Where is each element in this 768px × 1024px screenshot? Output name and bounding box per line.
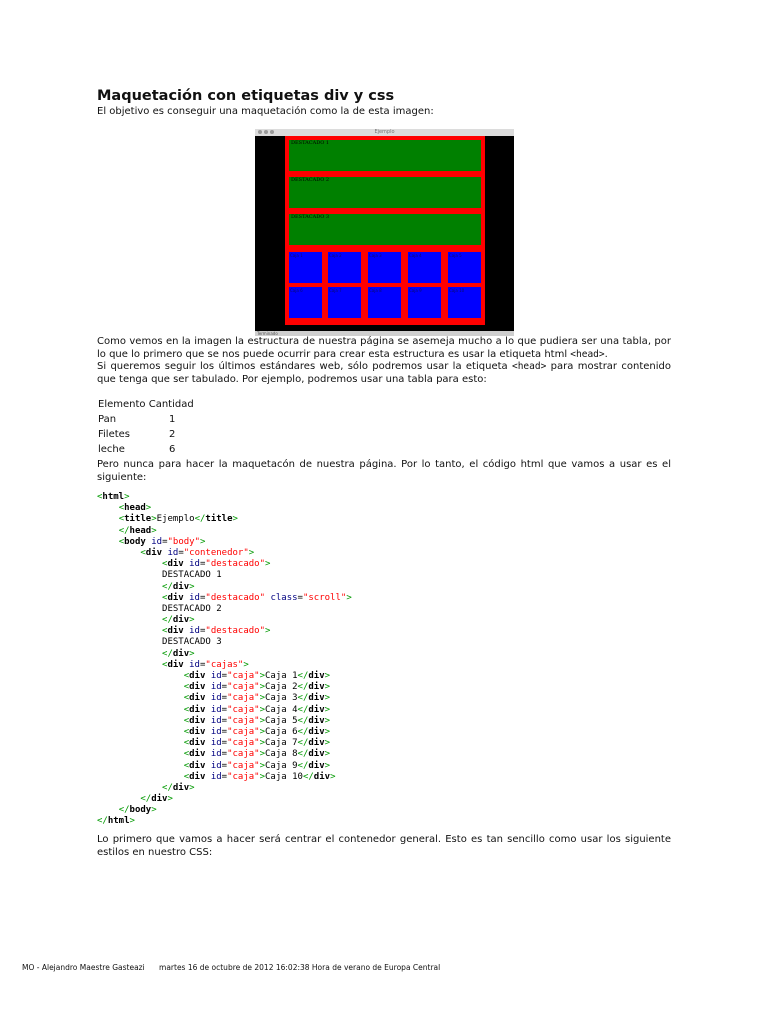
code-token: > [145,503,152,514]
code-token: "caja" [227,704,260,715]
code-token: > [189,615,195,626]
code-token: > [324,693,331,704]
code-token: > [259,682,266,693]
code-token: </ [194,514,206,525]
code-line [97,604,352,615]
code-token: div [189,693,206,704]
code-line [97,783,352,794]
screenshot-box-1: Caja 1 [289,252,322,283]
code-token: "caja" [227,738,260,749]
code-token: > [259,704,266,715]
code-token: Caja 5 [265,715,298,726]
code-token: div [308,704,325,715]
code-token [97,705,184,715]
code-token: id [151,536,163,547]
screenshot-box-6: Caja 6 [289,287,322,318]
code-line [97,772,352,783]
code-token: </ [297,704,309,715]
code-token: div [172,782,190,793]
table-row [98,427,194,442]
code-token: Caja 8 [265,749,298,760]
screenshot-titlebar [255,129,514,136]
code-token: "destacado" [205,559,266,570]
code-token: id [189,659,200,670]
quantity-table [98,397,194,457]
screenshot-box-7: Caja 7 [328,287,361,318]
code-token: = [221,760,228,771]
code-token: id [167,547,179,558]
screenshot-container [285,136,485,325]
code-token [97,526,119,536]
code-line [97,761,352,772]
code-token: > [324,704,331,715]
code-token: div [308,738,325,749]
code-token: < [183,738,190,749]
code-token [97,593,162,603]
code-token [97,548,140,558]
inline-code: <head> [511,361,547,372]
code-token: div [308,682,325,693]
code-token: > [259,671,266,681]
code-token: > [324,726,331,737]
code-token: > [259,726,266,737]
code-token [97,615,162,625]
code-token: id [210,738,222,749]
code-token: < [183,715,190,726]
inline-code: <head> [570,348,605,360]
code-token: </ [162,782,173,793]
code-token: = [221,738,228,749]
code-token: head [129,525,152,536]
code-token: div [313,771,331,782]
code-token: "cajas" [205,659,244,670]
code-token: </ [297,693,309,704]
code-token [97,772,184,782]
code-token: "scroll" [302,592,347,603]
code-token: div [167,559,184,570]
code-token: = [199,559,206,570]
code-line [97,559,352,570]
code-token [97,783,162,793]
code-token: id [210,760,222,771]
code-token: > [324,760,331,771]
code-token: title [124,514,152,525]
code-token: div [172,648,190,659]
code-token: div [189,738,206,749]
code-token: Caja 9 [265,760,298,771]
code-token: div [167,626,184,637]
table-row [98,442,194,457]
code-token: </ [118,805,130,816]
code-token: </ [297,671,309,681]
code-line [97,570,352,581]
code-token: div [151,794,168,805]
code-token: > [259,693,266,704]
code-token: < [118,514,125,525]
code-token: </ [297,738,309,749]
code-token: < [183,749,190,760]
code-token: div [172,581,190,592]
screenshot-featured-1: DESTACADO 1 [289,140,481,171]
code-token: div [308,715,325,726]
code-line [97,548,352,559]
code-token: div [189,682,206,693]
code-token: </ [162,615,173,626]
screenshot-box-10: Caja 10 [448,287,481,318]
screenshot-box-2: Caja 2 [328,252,361,283]
code-token [97,805,119,815]
code-token: Caja 4 [265,704,298,715]
code-token: head [124,503,146,514]
code-line [97,626,352,637]
code-line [97,738,352,749]
code-token: id [210,704,222,715]
screenshot-featured-3: DESTACADO 3 [289,214,481,245]
code-token: </ [140,794,152,805]
intro-text: El objetivo es conseguir una maquetación como la de esta imagen: [97,106,434,117]
code-token: "caja" [227,682,260,693]
paragraph-1 [97,336,671,361]
paragraph-2 [97,361,671,386]
code-token: DESTACADO 1 [97,570,222,581]
code-token: = [221,771,228,782]
code-token [97,503,119,513]
code-token: = [221,693,228,704]
code-token: div [189,715,206,726]
code-token: < [183,682,190,693]
code-token: Caja 6 [265,726,298,737]
table-cell: 6 [169,444,176,455]
code-token: > [243,659,249,670]
code-token: </ [97,816,108,827]
code-token: div [145,547,163,558]
page-footer [22,963,440,972]
code-token [97,682,184,692]
table-cell: 1 [169,414,176,425]
code-token: > [189,581,195,592]
code-line [97,805,352,816]
code-line [97,514,352,525]
code-token: html [107,816,130,827]
code-token [97,626,162,636]
paragraph-4: Lo primero que vamos a hacer será centrar el contenedor general. Esto es tan sencillo como usar los siguiente estilos en nuestro CSS: [97,834,671,858]
code-token: "destacado" [205,626,266,637]
code-token: = [221,749,228,760]
code-token: Caja 7 [265,738,298,749]
code-token: < [162,659,168,670]
code-token: id [210,682,222,693]
code-token: </ [118,525,130,536]
code-token: DESTACADO 3 [97,637,222,648]
code-token: > [259,771,266,782]
code-token: Caja 3 [265,693,298,704]
code-token: < [162,592,168,603]
code-token: < [183,771,190,782]
code-token: </ [162,581,173,592]
table-row [98,412,194,427]
code-line [97,582,352,593]
code-token: > [167,794,173,805]
code-token: = [221,715,228,726]
code-line [97,693,352,704]
paragraph-2-text: Si queremos seguir los últimos estándares web, sólo podremos usar la etiqueta [97,361,512,372]
code-token: > [330,771,336,782]
code-line [97,671,352,682]
code-line [97,503,352,514]
table-header-row [98,397,194,412]
code-token: = [199,626,206,637]
code-token: > [232,514,238,525]
code-token: > [324,715,331,726]
code-token: < [118,536,125,547]
code-token: > [346,592,352,603]
code-token [97,727,184,737]
code-token: < [97,492,103,502]
code-token: </ [302,771,314,782]
code-token: > [200,536,206,547]
code-token: id [210,771,222,782]
paragraph-3: Pero nunca para hacer la maquetacón de nuestra página. Por lo tanto, el código html que vamos a usar es el siguiente: [97,459,671,483]
screenshot-box-9: Caja 9 [408,287,441,318]
code-line [97,727,352,738]
code-token: < [183,704,190,715]
code-token: "caja" [227,760,260,771]
paragraph-1-end: . [604,348,608,360]
page-title: Maquetación con etiquetas div y css [97,88,395,104]
code-token: > [324,682,331,693]
code-token: > [259,738,266,749]
code-token: < [140,547,146,558]
html-code-block [97,492,352,828]
code-line [97,705,352,716]
code-token: > [151,525,157,536]
code-token: div [308,671,325,681]
code-token: < [183,693,190,704]
code-token: id [210,671,222,681]
code-token [97,693,184,703]
code-token: < [162,559,168,570]
table-cell: Pan [98,414,117,425]
screenshot-box-5: Caja 5 [448,252,481,283]
code-token: > [189,648,195,659]
code-token: = [199,659,206,670]
code-token: "caja" [227,726,260,737]
footer-date: martes 16 de octubre de 2012 16:02:38 Hora de verano de Europa Central [159,963,441,972]
screenshot-featured-2: DESTACADO 2 [289,177,481,208]
code-token: = [162,536,168,547]
code-token: id [210,693,222,704]
code-token: div [189,726,206,737]
table-header: Elemento [98,399,146,410]
code-token: </ [297,760,309,771]
code-line [97,637,352,648]
code-token: div [308,749,325,760]
code-token: div [167,592,184,603]
code-token: div [172,615,190,626]
code-token: div [167,659,184,670]
screenshot-window-title: Ejemplo [374,129,395,135]
code-token: > [259,749,266,760]
code-token [97,660,162,670]
code-token: "destacado" [205,592,266,603]
code-line [97,537,352,548]
code-token: > [189,782,195,793]
code-token [97,738,184,748]
footer-author: MO - Alejandro Maestre Gasteazi [22,963,145,972]
code-token: div [189,749,206,760]
code-token: "caja" [227,671,260,681]
code-token: Caja 2 [265,682,298,693]
code-token: = [221,726,228,737]
code-token: title [205,514,233,525]
code-token: </ [297,682,309,693]
code-token: </ [162,648,173,659]
code-token: id [189,592,200,603]
table-cell: 2 [169,429,176,440]
code-token: < [162,626,168,637]
code-token [97,537,119,547]
code-line [97,716,352,727]
code-line [97,649,352,660]
code-token: Caja 1 [265,671,298,681]
code-token: id [210,749,222,760]
code-token: = [221,682,228,693]
code-token: div [189,760,206,771]
code-token [97,559,162,569]
code-token [97,514,119,524]
code-token: "caja" [227,715,260,726]
code-token: < [183,726,190,737]
code-token: > [151,805,157,816]
code-line [97,593,352,604]
code-token: </ [297,715,309,726]
code-line [97,682,352,693]
code-token: > [265,559,271,570]
code-token [97,671,184,681]
code-line [97,615,352,626]
code-token [97,716,184,726]
code-token: body [124,536,146,547]
screenshot-statusbar: Terminado [255,331,514,336]
code-token: = [297,592,303,603]
layout-screenshot [255,129,514,336]
code-token: "caja" [227,693,260,704]
code-token [97,649,162,659]
code-token: = [178,547,184,558]
code-token: "caja" [227,771,260,782]
code-token: div [189,671,206,681]
code-token: </ [297,749,309,760]
code-token: div [308,760,325,771]
table-cell: leche [98,444,125,455]
code-token: > [259,760,266,771]
code-line [97,526,352,537]
code-token: html [102,492,125,502]
code-token: > [265,626,271,637]
code-token [97,761,184,771]
code-line [97,749,352,760]
code-line [97,816,352,827]
code-token: DESTACADO 2 [97,603,222,614]
code-token: < [183,671,190,681]
code-token: = [199,592,206,603]
code-token: "body" [167,536,200,547]
code-token: "caja" [227,749,260,760]
code-token: Ejemplo [156,514,195,525]
code-token: div [189,704,206,715]
code-line [97,660,352,671]
screenshot-box-4: Caja 4 [408,252,441,283]
code-token: "contenedor" [183,547,249,558]
code-token: < [118,503,125,514]
code-token: body [129,805,152,816]
code-token: id [189,626,200,637]
code-token: = [221,704,228,715]
code-token: > [324,738,331,749]
code-line [97,492,352,503]
code-token: = [221,671,228,681]
paragraph-1-text: Como vemos en la imagen la estructura de nuestra página se asemeja mucho a lo que pudiera ser una tabla, por lo que lo primero que se nos puede ocurrir para crear esta estructura es usar la etiqueta html [97,336,671,360]
code-token: Caja 10 [265,771,303,782]
code-token: div [308,726,325,737]
code-token: > [324,671,331,681]
code-token [97,794,140,804]
code-token: > [259,715,266,726]
code-token: id [210,715,222,726]
screenshot-box-8: Caja 8 [368,287,401,318]
code-token: class [270,592,298,603]
code-token: < [183,760,190,771]
code-token: div [308,693,325,704]
code-token: > [129,816,135,827]
code-token: > [124,492,130,502]
code-token [97,749,184,759]
screenshot-box-3: Caja 3 [368,252,401,283]
code-line [97,794,352,805]
table-header: Cantidad [148,399,194,410]
paragraph-2-end: para mostrar contenido que tenga que ser tabulado. Por ejemplo, podremos usar una tabla para esto: [97,361,671,385]
code-token: > [324,749,331,760]
code-token: </ [297,726,309,737]
code-token [97,582,162,592]
table-cell: Filetes [98,429,131,440]
code-token: id [210,726,222,737]
code-token: > [151,514,157,525]
code-token: > [248,547,255,558]
code-token: id [189,559,200,570]
code-token: div [189,771,206,782]
